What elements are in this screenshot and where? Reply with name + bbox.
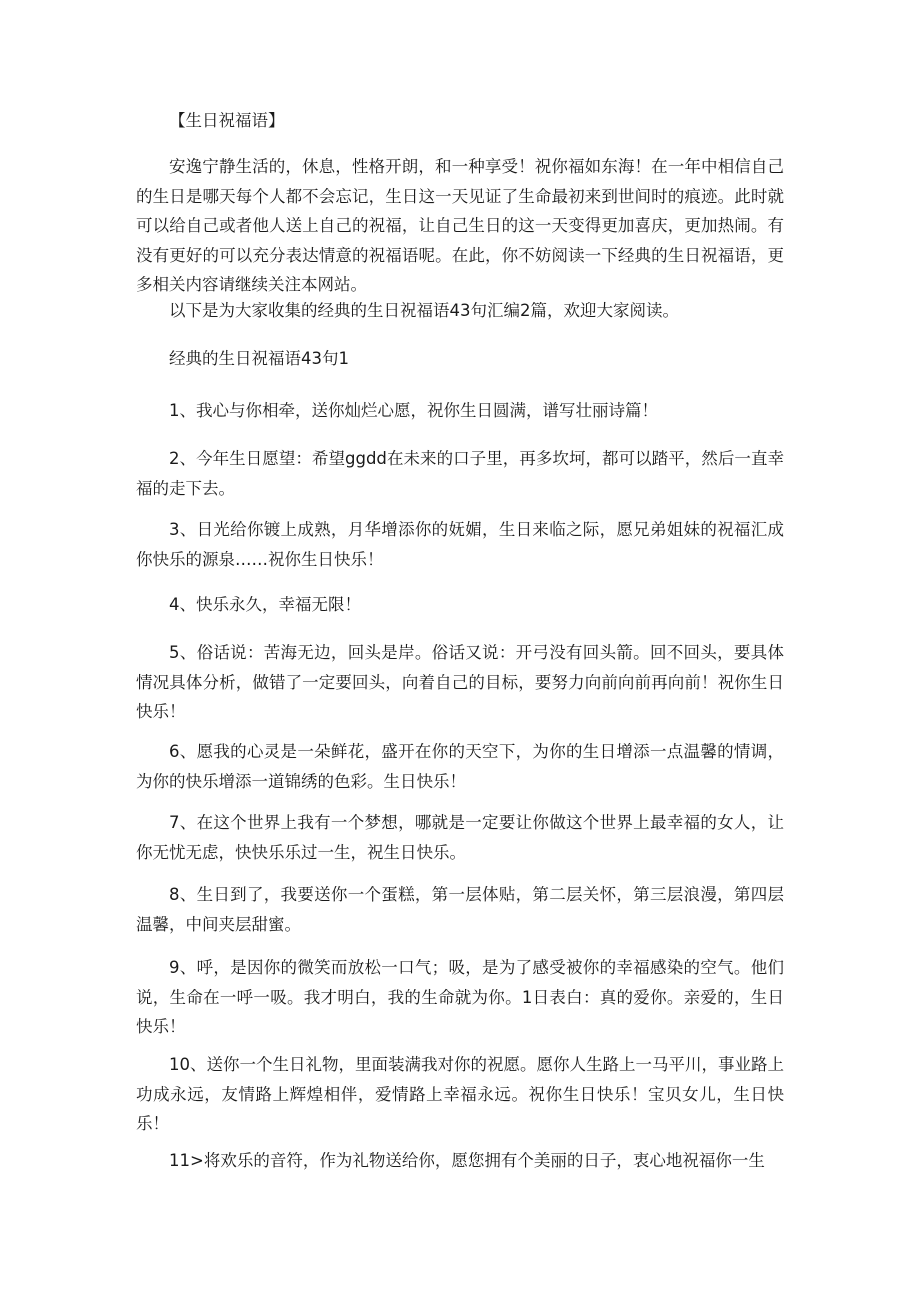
collection-note: 以下是为大家收集的经典的生日祝福语43句汇编2篇，欢迎大家阅读。 — [169, 301, 679, 320]
list-item: 5、俗话说：苦海无边，回头是岸。俗话又说：开弓没有回头箭。回不回头，要具体情况具体分析，做错了一定要回头，向着自己的目标，要努力向前向前再向前！祝你生日快乐！ — [136, 643, 784, 721]
list-item: 2、今年生日愿望：希望ggdd在未来的口子里，再多坎坷，都可以踏平，然后一直幸福的走下去。 — [136, 449, 784, 498]
list-item: 9、呼，是因你的微笑而放松一口气；吸，是为了感受被你的幸福感染的空气。他们说，生命在一呼一吸。我才明白，我的生命就为你。1日表白：真的爱你。亲爱的，生日快乐！ — [136, 958, 784, 1036]
list-item: 3、日光给你镀上成熟，月华增添你的妩媚，生日来临之际，愿兄弟姐妹的祝福汇成你快乐的源泉……祝你生日快乐！ — [136, 520, 784, 569]
document-heading: 【生日祝福语】 — [169, 111, 285, 130]
section-title: 经典的生日祝福语43句1 — [169, 349, 349, 368]
list-item: 7、在这个世界上我有一个梦想，哪就是一定要让你做这个世界上最幸福的女人，让你无忧无虑，快快乐乐过一生，祝生日快乐。 — [136, 813, 784, 862]
intro-paragraph: 安逸宁静生活的，休息，性格开朗，和一种享受！祝你福如东海！在一年中相信自己的生日是哪天每个人都不会忘记，生日这一天见证了生命最初来到世间时的痕迹。此时就可以给自己或者他人送上自己的祝福，让自己生日的这一天变得更加喜庆，更加热闹。有没有更好的可以充分表达情意的祝福语呢。在此，你不妨阅读一下经典的生日祝福语，更多相关内容请继续关注本网站。 — [136, 157, 784, 294]
list-item: 8、生日到了，我要送你一个蛋糕，第一层体贴，第二层关怀，第三层浪漫，第四层温馨，中间夹层甜蜜。 — [136, 885, 784, 934]
list-item: 4、快乐永久，幸福无限！ — [169, 595, 361, 614]
list-item: 1、我心与你相牵，送你灿烂心愿，祝你生日圆满，谱写壮丽诗篇！ — [169, 401, 658, 420]
list-item: 6、愿我的心灵是一朵鲜花，盛开在你的天空下，为你的生日增添一点温馨的情调，为你的快乐增添一道锦绣的色彩。生日快乐！ — [136, 742, 784, 791]
list-item: 10、送你一个生日礼物，里面装满我对你的祝愿。愿你人生路上一马平川，事业路上功成永远，友情路上辉煌相伴，爱情路上幸福永远。祝你生日快乐！宝贝女儿，生日快乐！ — [136, 1055, 784, 1133]
list-item: 11>将欢乐的音符，作为礼物送给你，愿您拥有个美丽的日子，衷心地祝福你一生 — [169, 1151, 765, 1170]
